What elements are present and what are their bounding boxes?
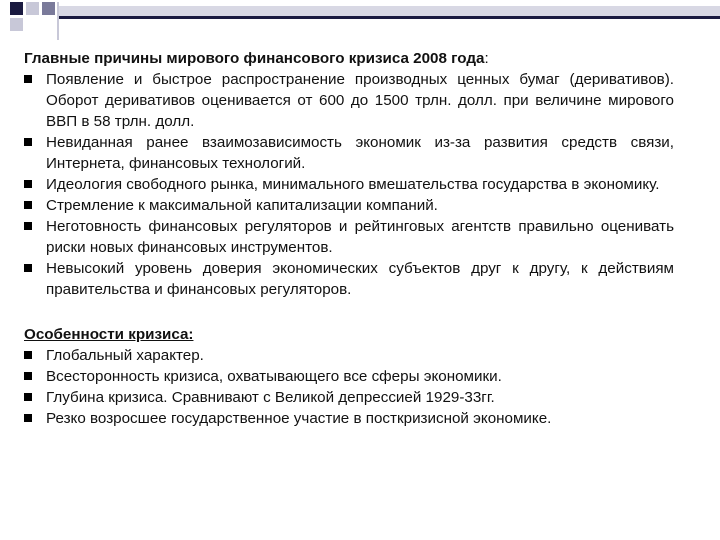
list-item-text: Глобальный характер.	[46, 347, 204, 364]
square-bullet-icon	[24, 372, 32, 380]
decor-square-top-right	[42, 2, 55, 15]
decor-vertical-line	[57, 2, 59, 40]
causes-list	[24, 69, 674, 300]
decor-square-bottom	[10, 18, 23, 31]
decor-bar-light	[58, 6, 720, 16]
square-bullet-icon	[24, 264, 32, 272]
section-gap	[24, 300, 674, 324]
square-bullet-icon	[24, 201, 32, 209]
features-list	[24, 345, 674, 429]
list-item	[24, 216, 674, 258]
list-item-text: Невиданная ранее взаимозависимость экономик из-за развития средств связи, Интернета, финансовых технологий.	[46, 134, 674, 172]
square-bullet-icon	[24, 393, 32, 401]
list-item	[24, 366, 674, 387]
slide-content	[24, 48, 674, 429]
list-item-text: Идеология свободного рынка, минимального вмешательства государства в экономику.	[46, 176, 660, 193]
list-item-text: Глубина кризиса. Сравнивают с Великой депрессией 1929-33гг.	[46, 389, 495, 406]
decor-bar-dark	[58, 16, 720, 19]
square-bullet-icon	[24, 138, 32, 146]
list-item-text: Стремление к максимальной капитализации компаний.	[46, 197, 438, 214]
square-bullet-icon	[24, 222, 32, 230]
decor-square-top-mid	[26, 2, 39, 15]
list-item-text: Невысокий уровень доверия экономических субъектов друг к другу, к действиям правительства и финансовых регуляторов.	[46, 260, 674, 298]
square-bullet-icon	[24, 180, 32, 188]
list-item	[24, 69, 674, 132]
section-causes-title	[24, 48, 674, 69]
list-item	[24, 387, 674, 408]
header-decoration	[0, 0, 720, 40]
list-item	[24, 195, 674, 216]
list-item	[24, 258, 674, 300]
section-features-title-text: Особенности кризиса:	[24, 326, 194, 343]
section-causes-title-colon: :	[484, 50, 489, 67]
square-bullet-icon	[24, 75, 32, 83]
list-item	[24, 408, 674, 429]
list-item-text: Неготовность финансовых регуляторов и рейтинговых агентств правильно оценивать риски новых финансовых инструментов.	[46, 218, 674, 256]
list-item-text: Всесторонность кризиса, охватывающего все сферы экономики.	[46, 368, 502, 385]
list-item	[24, 174, 674, 195]
list-item-text: Появление и быстрое распространение производных ценных бумаг (деривативов). Оборот деривативов оценивается от 600 до 1500 трлн. долл. при величине мирового ВВП в 58 трлн. долл.	[46, 71, 674, 130]
section-features-title	[24, 324, 674, 345]
square-bullet-icon	[24, 351, 32, 359]
list-item-text: Резко возросшее государственное участие в посткризисной экономике.	[46, 410, 552, 427]
list-item	[24, 132, 674, 174]
decor-square-top-left	[10, 2, 23, 15]
section-causes-title-text: Главные причины мирового финансового кризиса 2008 года	[24, 50, 485, 67]
list-item	[24, 345, 674, 366]
square-bullet-icon	[24, 414, 32, 422]
